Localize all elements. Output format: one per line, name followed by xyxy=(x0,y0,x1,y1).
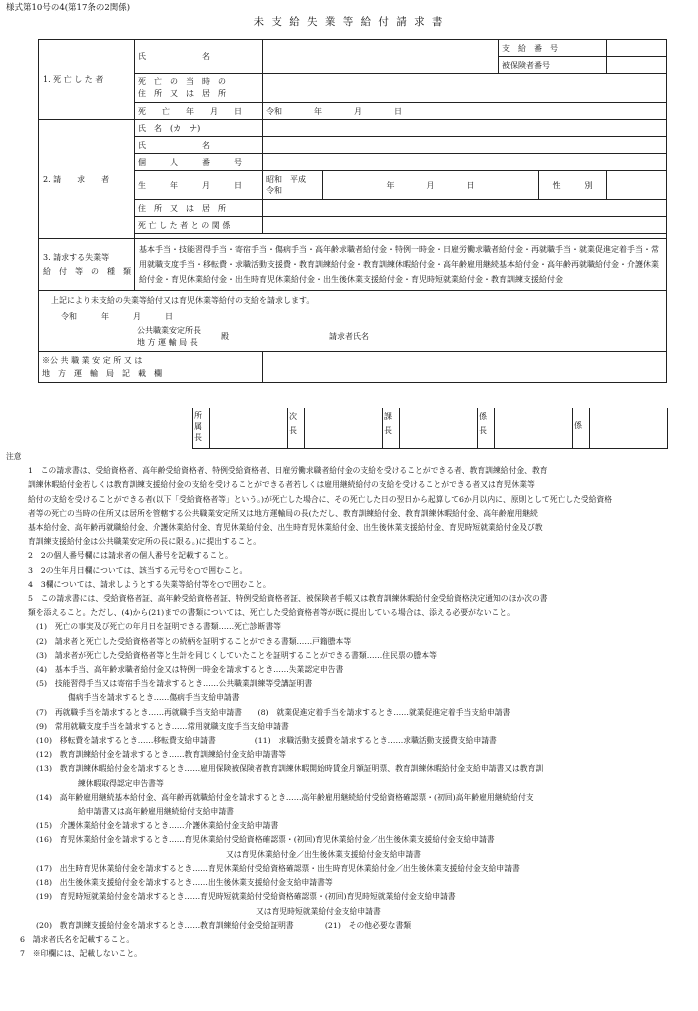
note-item: (7) 再就職手当を請求するとき……再就職手当支給申請書 (8) 就業促進定着手当を請求するとき……就業促進定着手当支給申請書 xyxy=(36,707,511,717)
note-item: (15) 介護休業給付金を請求するとき……介護休業給付金支給申請書 xyxy=(36,821,279,831)
claim-form-table xyxy=(38,39,667,383)
note-item: (20) 教育訓練支援給付金を請求するとき……教育訓練給付金受給証明書 (21) その他必要な書類 xyxy=(36,920,412,930)
note-item: (12) 教育訓練給付金を請求するとき……教育訓練給付金支給申請書等 xyxy=(36,750,286,760)
note-line: 基本給付金、高年齢再就職給付金、介護休業給付金、育児休業給付金、出生時育児休業給付金、出生後休業支援給付金、育児時短就業給付金及び教 xyxy=(28,523,543,533)
note-item: (13) 教育訓練休暇給付金を請求するとき……雇用保険被保険者教育訓練休暇開始時賃金月額証明票、教育訓練休暇給付金支給申請書又は教育訓 xyxy=(36,764,544,774)
note-item: (3) 請求者が死亡した受給資格者等と生計を同じくしていたことを証明することができる書類……住民票の謄本等 xyxy=(36,650,437,660)
stamp-box-jicho[interactable] xyxy=(305,408,383,448)
relation-label: 死 亡 し た 者 と の 関 係 xyxy=(135,217,263,234)
note-line: 3 2の生年月日欄については、該当する元号を○で囲むこと。 xyxy=(28,565,248,575)
note-item: 又は育児時短就業給付金支給申請書 xyxy=(256,906,381,916)
deceased-name-field[interactable] xyxy=(263,40,499,74)
benefit-label-line1: 3. 請求する失業等 xyxy=(43,252,110,262)
relation-field[interactable] xyxy=(263,217,667,234)
note-item: 給申請書又は高年齢雇用継続給付支給申請書 xyxy=(78,807,234,817)
individual-number-field[interactable] xyxy=(263,154,667,171)
note-item: (18) 出生後休業支援給付金を請求するとき……出生後休業支援給付金支給申請書等 xyxy=(36,878,333,888)
notes-heading: 注意 xyxy=(6,452,22,461)
gender-field[interactable] xyxy=(607,171,667,200)
dono-label: 殿 xyxy=(221,332,229,341)
individual-number-label: 個 人 番 号 xyxy=(135,154,263,171)
era-choice[interactable] xyxy=(263,171,323,200)
note-line: 給付の支給を受けることができる者(以下「受給資格者等」という。)が死亡した場合に、その死亡した日の翌日から起算して6か月以内に、原則として死亡した受給資格 xyxy=(28,494,613,504)
stamp-label-kakaricho: 係長 xyxy=(478,408,495,448)
office-name-1: 公共職業安定所長 xyxy=(137,326,201,335)
declaration-date[interactable]: 令和 年 月 日 xyxy=(61,312,173,321)
note-line: 7 ※印欄には、記載しないこと。 xyxy=(20,949,142,959)
note-item: (2) 請求者と死亡した受給資格者等との続柄を証明することができる書類……戸籍謄本等 xyxy=(36,636,352,646)
payment-number-label: 支 給 番 号 xyxy=(499,40,607,57)
deceased-address-label xyxy=(135,74,263,103)
note-item: (19) 育児時短就業給付金を請求するとき……育児時短就業給付受給資格確認票・(初回)育児時短就業給付金支給申請書 xyxy=(36,892,456,902)
deceased-name-label: 氏 名 xyxy=(135,40,263,74)
deceased-address-label-line2: 住 所 又 は 居 所 xyxy=(138,89,226,98)
note-item: (17) 出生時育児休業給付金を請求するとき……育児休業給付受給資格確認票・出生時育児休業給付金／出生後休業支援給付金支給申請書 xyxy=(36,863,520,873)
era-option-reiwa[interactable]: 令和 xyxy=(266,186,282,195)
note-item: (10) 移転費を請求するとき……移転費支給申請書 (11) 求職活動支援費を請求するとき……求職活動支援費支給申請書 xyxy=(36,736,497,746)
era-option-showa-heisei[interactable]: 昭和 平成 xyxy=(266,175,306,184)
document-title: 未 支 給 失 業 等 給 付 請 求 書 xyxy=(253,16,445,28)
deceased-address-field[interactable] xyxy=(263,74,667,103)
note-item: (9) 常用就職支度手当を請求するとき……常用就職支度手当支給申請書 xyxy=(36,721,289,731)
form-number: 様式第10号の4(第17条の2関係) xyxy=(6,3,131,13)
insured-number-label: 被保険者番号 xyxy=(499,57,607,74)
note-line: 4 3欄については、請求しようとする失業等給付等を○で囲むこと。 xyxy=(28,579,271,589)
declaration-text: 上記により未支給の失業等給付又は育児休業等給付の支給を請求します。 xyxy=(51,296,315,305)
note-item: (4) 基本手当、高年齢求職者給付金又は特例一時金を請求するとき……失業認定申告書 xyxy=(36,665,344,675)
death-date-label: 死 亡 年 月 日 xyxy=(135,103,263,120)
claimant-signature-label: 請求者氏名 xyxy=(329,332,369,341)
claimant-address-label: 住 所 又 は 居 所 xyxy=(135,200,263,217)
insured-number-field[interactable] xyxy=(607,57,667,74)
office-use-field xyxy=(263,352,667,383)
section-claimant-label: 2. 請 求 者 xyxy=(39,120,135,239)
notes-section xyxy=(6,450,692,961)
note-line: 者等の死亡の当時の住所又は居所を管轄する公共職業安定所又は地方運輸局の長(ただし、教育訓練給付金、教育訓練休暇給付金、高年齢雇用継続 xyxy=(28,508,538,518)
office-use-label-line2: 地 方 運 輸 局 記 載 欄 xyxy=(42,369,162,378)
note-line: 育訓練支援給付金は公共職業安定所の長に限る。)に提出すること。 xyxy=(28,537,262,547)
note-line: 訓練休暇給付金若しくは教育訓練支援給付金の支給を受けることができる者若しくは雇用継続給付の支給を受けることができる者又は育児休業等 xyxy=(28,480,535,490)
stamp-label-jicho: 次長 xyxy=(288,408,305,448)
note-item: (14) 高年齢雇用継続基本給付金、高年齢再就職給付金を請求するとき……高年齢雇用継続給付受給資格確認票・(初回)高年齢雇用継続給付支 xyxy=(36,792,534,802)
office-use-label-line1: ※公 共 職 業 安 定 所 又 は xyxy=(42,356,143,365)
claimant-name-label: 氏 名 xyxy=(135,137,263,154)
benefit-label-line2: 給 付 等 の 種 類 xyxy=(43,266,131,276)
note-line: 5 この請求書には、受給資格者証、高年齢受給資格者証、特例受給資格者証、被保険者手帳又は教育訓練休暇給付金受給資格決定通知のほか次の書 xyxy=(28,594,548,604)
claimant-name-field[interactable] xyxy=(263,137,667,154)
stamp-label-kacho: 課長 xyxy=(383,408,400,448)
gender-label: 性 別 xyxy=(539,171,607,200)
note-line: 6 請求者氏名を記載すること。 xyxy=(20,934,135,944)
office-use-label xyxy=(39,352,263,383)
kana-field[interactable] xyxy=(263,120,667,137)
claimant-address-field[interactable] xyxy=(263,200,667,217)
payment-number-field[interactable] xyxy=(607,40,667,57)
note-item: 練休暇取得認定申告書等 xyxy=(78,778,164,788)
birth-date-label: 生 年 月 日 xyxy=(135,171,263,200)
office-name-2: 地 方 運 輸 局 長 xyxy=(137,338,198,347)
stamp-row xyxy=(192,408,668,449)
note-item: (1) 死亡の事実及び死亡の年月日を証明できる書類……死亡診断書等 xyxy=(36,622,281,632)
note-line: 1 この請求書は、受給資格者、高年齢受給資格者、特例受給資格者、日雇労働求職者給付金の支給を受けることができる者、教育訓練給付金、教育 xyxy=(28,466,548,476)
note-item: (5) 技能習得手当又は寄宿手当を請求するとき……公共職業訓練等受講証明書 xyxy=(36,679,313,689)
note-item: 傷病手当を請求するとき……傷病手当支給申請書 xyxy=(68,693,240,703)
stamp-label-kakari: 係 xyxy=(573,408,590,448)
benefit-kinds-list[interactable]: 基本手当・技能習得手当・寄宿手当・傷病手当・高年齢求職者給付金・特例一時金・日雇労働求職者給付金・再就職手当・就業促進定着手当・常用就職支度手当・移転費・求職活動支援費・教育訓練給付金・教育訓練休暇給付金・高年齢雇用継続基本給付金・高年齢再就職給付金・介護休業給付金・育児休業給付金・出生時育児休業給付金・出生後休業支援給付金・育児時短就業給付金・教育訓練支援給付金 xyxy=(135,239,667,291)
birth-date-field[interactable]: 年 月 日 xyxy=(323,171,539,200)
stamp-label-shozokucho: 所属長 xyxy=(193,408,210,448)
note-item: 又は育児休業給付金／出生後休業支援給付金支給申請書 xyxy=(226,849,421,859)
declaration-box xyxy=(39,291,667,352)
note-line: 類を添えること。ただし、(4)から(21)までの書類については、死亡した受給資格者等が既に提出している場合は、添える必要がないこと。 xyxy=(28,608,515,618)
stamp-box-kakari[interactable] xyxy=(590,408,667,448)
section-deceased-label: 1. 死 亡 し た 者 xyxy=(39,40,135,120)
death-date-field[interactable]: 令和 年 月 日 xyxy=(263,103,667,120)
kana-label: 氏 名 (カ ナ) xyxy=(135,120,263,137)
note-line: 2 2の個人番号欄には請求者の個人番号を記載すること。 xyxy=(28,551,233,561)
note-item: (16) 育児休業給付金を請求するとき……育児休業給付受給資格確認票・(初回)育児休業給付金／出生後休業支援給付金支給申請書 xyxy=(36,835,495,845)
stamp-box-kakaricho[interactable] xyxy=(495,408,573,448)
stamp-box-kacho[interactable] xyxy=(400,408,478,448)
stamp-box-shozokucho[interactable] xyxy=(210,408,288,448)
section-benefit-label xyxy=(39,239,135,291)
deceased-address-label-line1: 死 亡 の 当 時 の xyxy=(138,77,226,86)
